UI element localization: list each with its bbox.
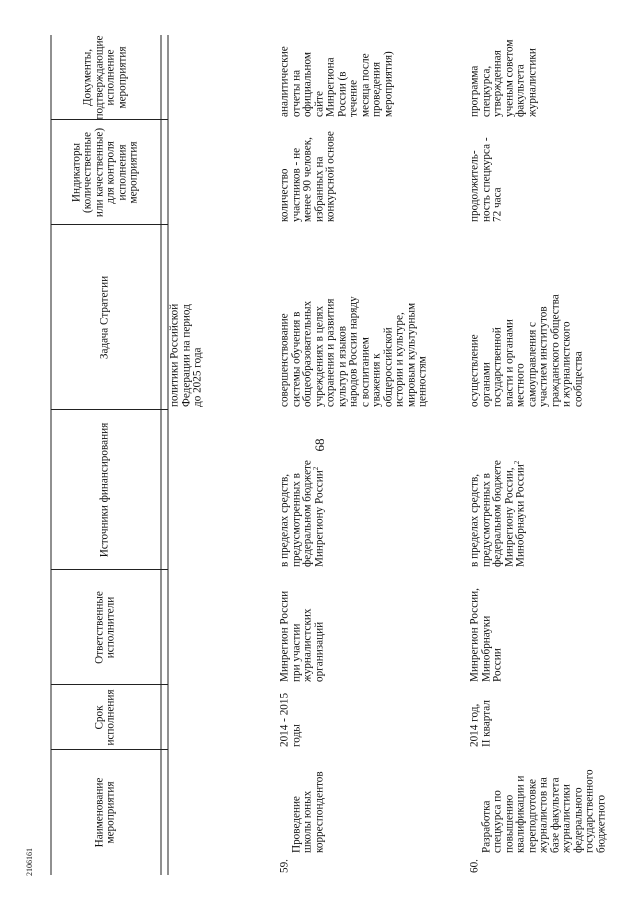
column-divider bbox=[51, 749, 168, 750]
header-task bbox=[51, 225, 161, 410]
header-bottom-rule-double bbox=[168, 35, 169, 875]
row-name-text: Разработка спецкурса по повышению квалификации и переподготовке журналистов на базе факультета журналистики федерального государственного бюджетного bbox=[480, 769, 607, 853]
row-number: 60. bbox=[468, 859, 481, 873]
row-funding-text: в пределах средств, предусмотренных в федеральном бюджете Минрегиону России bbox=[278, 460, 325, 567]
column-divider bbox=[51, 224, 168, 225]
header-task-text: Задача Стратегии bbox=[98, 275, 111, 360]
header-name bbox=[51, 750, 161, 875]
header-funding bbox=[51, 410, 161, 570]
continuation-row bbox=[168, 35, 278, 875]
footnote-mark: 2 bbox=[311, 466, 320, 471]
header-executors-text: Ответственные исполнители bbox=[93, 591, 117, 664]
row-name bbox=[468, 750, 606, 875]
row-name-text: Проведение школы юных корреспондентов bbox=[290, 771, 325, 853]
header-term-text: Срок исполнения bbox=[93, 689, 117, 746]
header-indicators-text: Индикаторы (количественные или качественные) для контроля исполнения мероприятия bbox=[70, 127, 140, 218]
row-executors: Минрегион России при участии журналистских организаций bbox=[278, 590, 325, 682]
column-divider bbox=[51, 119, 168, 120]
row-term: 2014 - 2015 годы bbox=[278, 692, 302, 747]
row-funding bbox=[278, 410, 468, 570]
header-name-text: Наименование мероприятия bbox=[93, 777, 117, 848]
column-divider bbox=[51, 569, 168, 570]
column-divider bbox=[51, 409, 168, 410]
measures-table bbox=[51, 35, 606, 875]
table-row bbox=[468, 35, 606, 875]
header-documents-text: Документы, подтверждающие исполнение мероприятия bbox=[81, 35, 128, 120]
header-indicators bbox=[51, 120, 161, 225]
row-name bbox=[278, 750, 468, 875]
header-documents bbox=[51, 35, 161, 120]
footnote-mark: 2 bbox=[512, 460, 521, 465]
row-task: осуществление органами государственной власти и органами местного самоуправления с участием институтов гражданского общества и журналистского сообщества bbox=[468, 294, 584, 407]
row-task: совершенствование системы обучения в общеобразовательных учреждениях в целях сохранения и развития культур и языков народов России наряду с воспитанием уважения к общероссийской истории и культуре, мировым культурным ценностям bbox=[278, 296, 429, 407]
page-number: 68 bbox=[312, 438, 327, 452]
document-code: 2106161 bbox=[25, 848, 34, 876]
row-documents: программа спецкурса, утвержденная ученым советом факультета журналистики bbox=[468, 39, 538, 117]
header-term bbox=[51, 685, 161, 750]
row-indicators: продолжитель- ность спецкурса - 72 часа bbox=[468, 137, 504, 222]
header-executors bbox=[51, 570, 161, 685]
column-divider bbox=[51, 684, 168, 685]
row-executors: Минрегион России, Минобрнауки России bbox=[468, 588, 504, 682]
row-number: 59. bbox=[278, 859, 291, 873]
row-term: 2014 год, II квартал bbox=[468, 700, 492, 747]
header-funding-text: Источники финансирования bbox=[98, 422, 111, 558]
continuation-task: политики Российской Федерации на период до 2025 года bbox=[168, 303, 204, 407]
row-funding bbox=[468, 410, 606, 570]
row-funding-text: в пределах средств, предусмотренных в федеральном бюджете Минрегиону России, Минобрнауки России bbox=[468, 460, 527, 567]
table-row bbox=[278, 35, 468, 875]
row-indicators: количество участников - не менее 90 человек, избранных на конкурсной основе bbox=[278, 131, 337, 222]
row-documents: аналитические отчеты на официальном сайте Минрегиона России (в течение месяца после проведения мероприятия) bbox=[278, 46, 394, 117]
